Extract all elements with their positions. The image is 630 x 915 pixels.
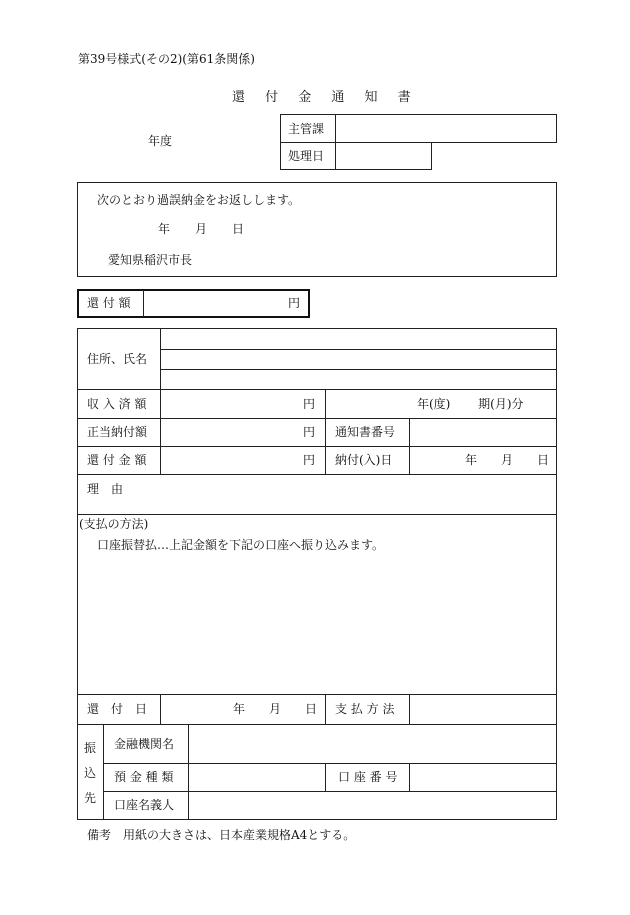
- reason-label: 理 由: [87, 482, 124, 496]
- payment-date-day: 日: [537, 453, 550, 467]
- refund-date-day: 日: [305, 702, 318, 716]
- notice-date-day: 日: [232, 222, 245, 236]
- refund-date-label: 還 付 日: [87, 702, 148, 716]
- received-amount-label: 収 入 済 額: [87, 397, 147, 411]
- correct-amount-label: 正当納付額: [87, 425, 148, 439]
- refund-date-year: 年: [233, 702, 246, 716]
- notice-number-label: 通知書番号: [335, 425, 396, 439]
- refund-money-unit: 円: [303, 453, 316, 467]
- transfer-char-1: 振: [84, 741, 97, 755]
- notice-number-field[interactable]: [411, 420, 555, 444]
- payment-method-label: 支 払 方 法: [335, 702, 395, 716]
- refund-amount-unit: 円: [288, 296, 301, 310]
- account-number-field[interactable]: [411, 765, 555, 789]
- payment-date-label: 納付(入)日: [335, 453, 393, 467]
- deposit-type-field[interactable]: [190, 765, 323, 789]
- processing-date-label: 処理日: [288, 149, 325, 163]
- address-line-2[interactable]: [162, 351, 555, 368]
- payment-date-month: 月: [501, 453, 514, 467]
- address-line-1[interactable]: [162, 330, 555, 348]
- notice-message: 次のとおり過誤納金をお返しします。: [97, 193, 301, 207]
- department-label: 主管課: [288, 122, 325, 136]
- notice-date-year: 年: [158, 222, 171, 236]
- account-holder-label: 口座名義人: [114, 798, 175, 812]
- notice-date-month: 月: [195, 222, 208, 236]
- deposit-type-label: 預 金 種 類: [114, 770, 174, 784]
- address-name-label: 住所、氏名: [87, 352, 148, 366]
- account-number-label: 口 座 番 号: [338, 770, 398, 784]
- refund-date-month: 月: [269, 702, 282, 716]
- processing-date-field[interactable]: [337, 144, 430, 168]
- refund-money-label: 還 付 金 額: [87, 453, 147, 467]
- bank-name-label: 金融機関名: [114, 737, 175, 751]
- transfer-char-2: 込: [84, 766, 97, 780]
- refund-amount-label: 還 付 額: [87, 296, 131, 310]
- fiscal-period: 年(度) 期(月)分: [417, 397, 524, 411]
- issuer-name: 愛知県稲沢市長: [108, 253, 193, 267]
- transfer-char-3: 先: [84, 791, 97, 805]
- payment-date-year: 年: [465, 453, 478, 467]
- payment-method-field[interactable]: [411, 696, 555, 722]
- method-heading: (支払の方法): [79, 517, 149, 531]
- page-title: 還 付 金 通 知 書: [232, 90, 419, 105]
- account-holder-field[interactable]: [190, 793, 555, 818]
- received-amount-unit: 円: [303, 397, 316, 411]
- name-line[interactable]: [162, 371, 555, 388]
- department-field[interactable]: [337, 116, 555, 141]
- fiscal-year-label: 年度: [148, 134, 173, 148]
- method-text: 口座振替払…上記金額を下記の口座へ振り込みます。: [97, 538, 385, 552]
- bank-name-field[interactable]: [190, 726, 555, 761]
- form-number: 第39号様式(その2)(第61条関係): [78, 52, 255, 66]
- correct-amount-unit: 円: [303, 425, 316, 439]
- footnote: 備考 用紙の大きさは、日本産業規格A4とする。: [87, 828, 356, 842]
- refund-amount-field[interactable]: [146, 292, 284, 315]
